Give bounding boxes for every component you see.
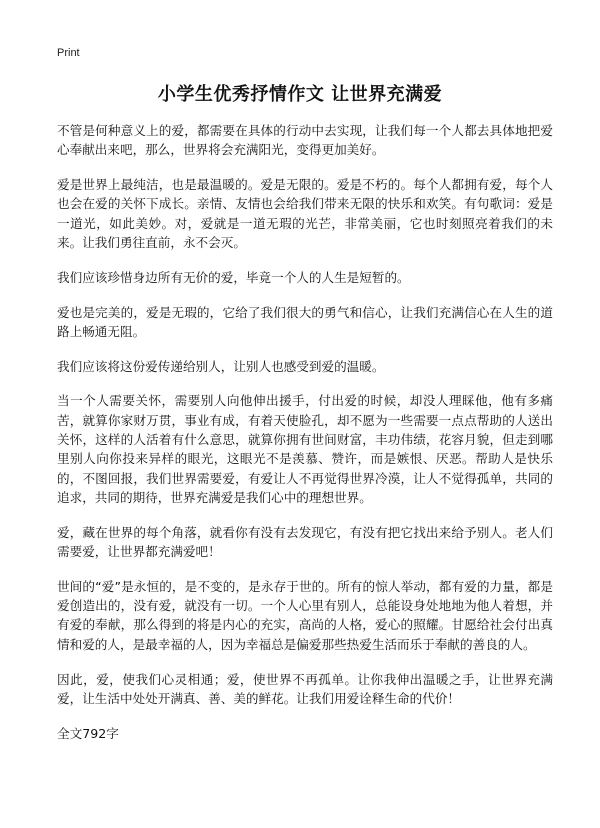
paragraph-9: 因此，爱，使我们心灵相通；爱，使世界不再孤单。让你我伸出温暖之手，让世界充满爱，让生活中处处开满真、善、美的鲜花。让我们用爱诠释生命的代价！	[57, 671, 553, 706]
print-link[interactable]: Print	[57, 47, 80, 59]
paragraph-6: 当一个人需要关怀，需要别人向他伸出援手，付出爱的时候，却没人理睬他，他有多痛苦，就算你家财万贯，事业有成，有着天使脸孔，却不愿为一些需要一点点帮助的人送出关怀，这样的人活着有什么意思，就算你拥有世间财富，丰功伟绩，花容月貌，但走到哪里别人向你投来异样的眼光，这眼光不是羡慕、赞许，而是嫉恨、厌恶。帮助人是快乐的，不图回报，我们世界需要爱，有爱让人不再觉得世界冷漠，让人不觉得孤单，共同的追求，共同的期待，世界充满爱是我们心中的理想世界。	[57, 393, 553, 505]
article-body	[57, 121, 553, 743]
paragraph-7: 爱，藏在世界的每个角落，就看你有没有去发现它，有没有把它找出来给予别人。老人们需要爱，让世界都充满爱吧！	[57, 524, 553, 560]
paragraph-8: 世间的“爱”是永恒的，是不变的，是永存于世的。所有的惊人举动，都有爱的力量，都是爱创造出的，没有爱，就没有一切。一个人心里有别人，总能设身处地地为他人着想，并有爱的奉献，那么得到的将是内心的充实，高尚的人格，爱心的照耀。甘愿给社会付出真情和爱的人，是最幸福的人，因为幸福总是偏爱那些热爱生活而乐于奉献的善良的人。	[57, 578, 553, 652]
paragraph-5: 我们应该将这份爱传递给别人，让别人也感受到爱的温暖。	[57, 358, 385, 374]
article-title: 小学生优秀抒情作文 让世界充满爱	[157, 84, 443, 105]
paragraph-3: 我们应该珍惜身边所有无价的爱，毕竟一个人的人生是短暂的。	[57, 269, 410, 285]
paragraph-2: 爱是世界上最纯洁，也是最温暖的。爱是无限的。爱是不朽的。每个人都拥有爱，每个人也会在爱的关怀下成长。亲情、友情也会给我们带来无限的快乐和欢笑。有句歌词：爱是一道光，如此美妙。对，爱就是一道无瑕的光芒，非常美丽，它也时刻照亮着我们的未来。让我们勇往直前，永不会灭。	[57, 177, 553, 250]
paragraph-4: 爱也是完美的，爱是无瑕的，它给了我们很大的勇气和信心，让我们充满信心在人生的道路上畅通无阻。	[57, 304, 553, 339]
paragraph-1: 不管是何种意义上的爱，都需要在具体的行动中去实现，让我们每一个人都去具体地把爱心奉献出来吧，那么，世界将会充满阳光，变得更加美好。	[57, 123, 553, 158]
word-count: 全文792字	[57, 725, 119, 741]
